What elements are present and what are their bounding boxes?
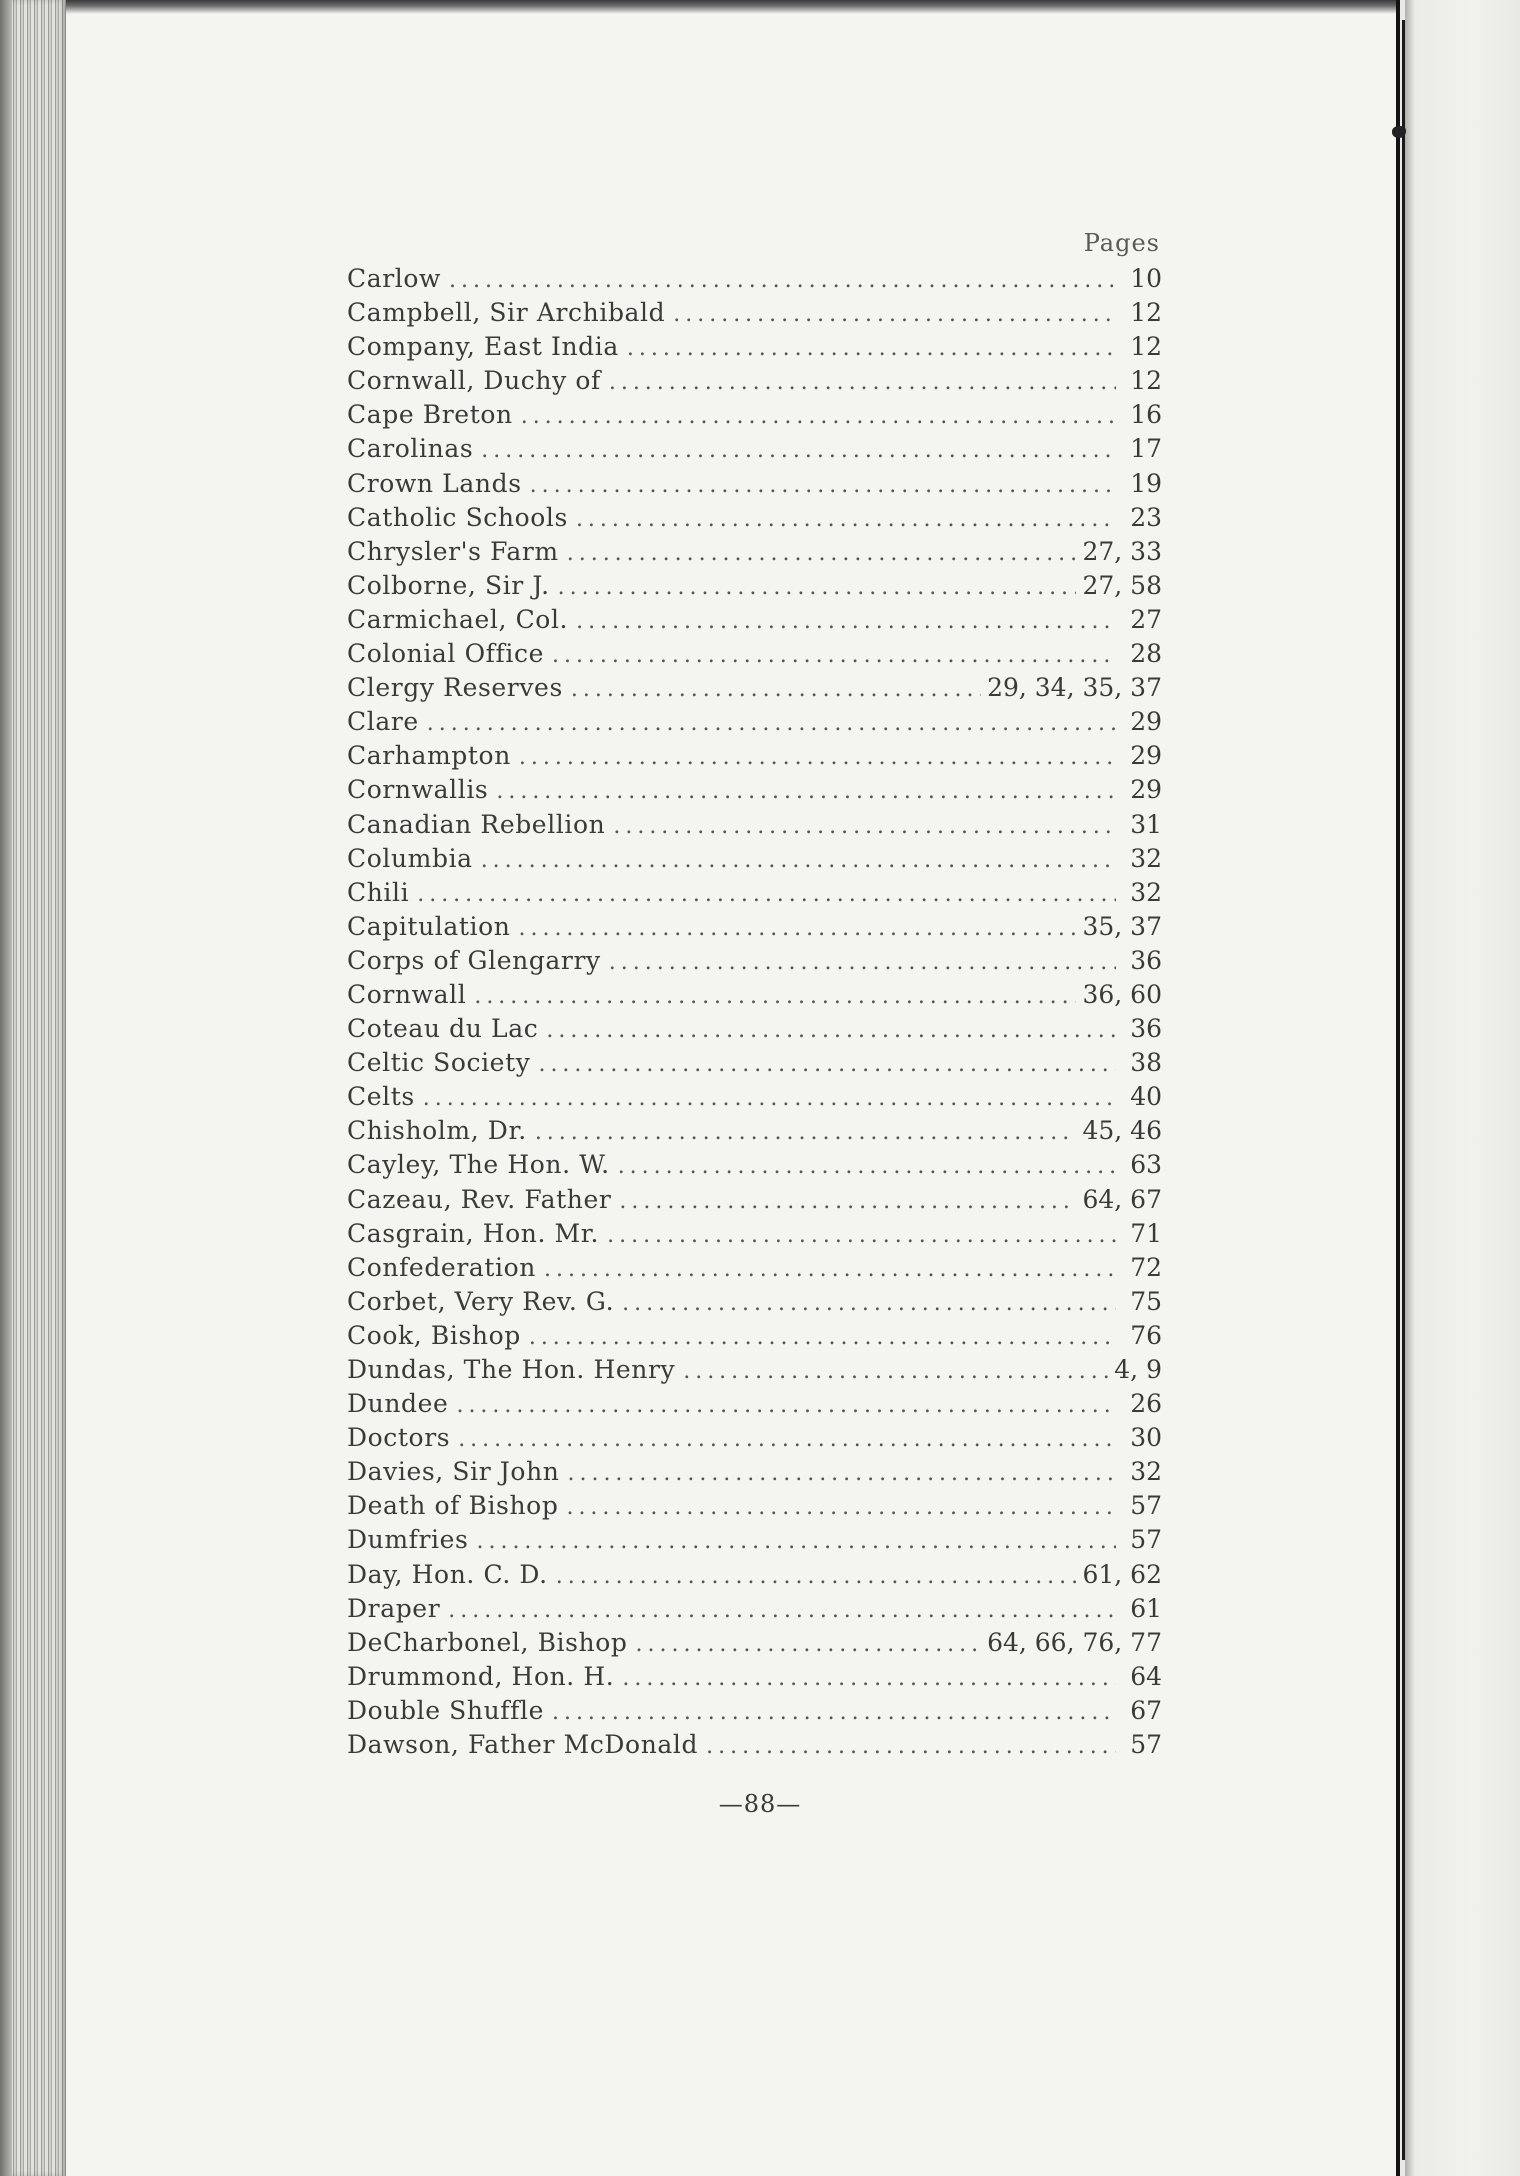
index-term: Double Shuffle: [347, 1695, 544, 1725]
index-entry: [347, 671, 1162, 705]
dot-leader: [544, 1253, 1116, 1285]
index-term: Carmichael, Col.: [347, 604, 569, 634]
dot-leader: [622, 1287, 1116, 1319]
dot-leader: [636, 1628, 982, 1660]
index-term: Carolinas: [347, 434, 474, 464]
index-term: Clergy Reserves: [347, 673, 563, 703]
page-references: 32: [1130, 843, 1162, 873]
index-term: Death of Bishop: [347, 1491, 559, 1521]
page-references: 29: [1130, 707, 1162, 737]
page-references: 26: [1130, 1389, 1162, 1419]
page-references: 36: [1130, 1014, 1162, 1044]
dot-leader: [618, 1150, 1116, 1182]
index-entry: [347, 842, 1162, 876]
page-references: 10: [1130, 264, 1162, 293]
index-term: Confederation: [347, 1252, 536, 1282]
dot-leader: [567, 1457, 1116, 1489]
index-term: Clare: [347, 707, 419, 737]
index-term: Draper: [347, 1593, 441, 1623]
index-term: Dawson, Father McDonald: [347, 1730, 699, 1760]
page-references: 64, 66, 76, 77: [987, 1627, 1162, 1657]
index-term: Dumfries: [347, 1525, 469, 1555]
page-references: 64: [1130, 1661, 1162, 1691]
page-references: 61: [1130, 1593, 1162, 1623]
index-entry: [347, 1660, 1162, 1694]
index-term: Cape Breton: [347, 400, 513, 430]
page-references: 30: [1130, 1423, 1162, 1453]
page-references: 67: [1130, 1695, 1162, 1725]
index-entry: [347, 1523, 1162, 1557]
index-entry: [347, 808, 1162, 842]
index-entry: [347, 1114, 1162, 1148]
index-term: Canadian Rebellion: [347, 809, 606, 839]
dot-leader: [449, 264, 1116, 296]
dot-leader: [476, 1525, 1116, 1557]
index-entry: [347, 432, 1162, 466]
page-references: 27, 33: [1082, 536, 1162, 566]
index-entry: [347, 1421, 1162, 1455]
index-list: [347, 224, 1162, 1762]
page-references: 57: [1130, 1730, 1162, 1760]
page-references: 32: [1130, 877, 1162, 907]
index-entry: [347, 330, 1162, 364]
index-entry: [347, 1626, 1162, 1660]
index-term: Crown Lands: [347, 468, 522, 498]
index-entry: [347, 1251, 1162, 1285]
index-term: Company, East India: [347, 332, 619, 362]
dot-leader: [538, 1048, 1116, 1080]
index-term: DeCharbonel, Bishop: [347, 1627, 628, 1657]
dot-leader: [622, 1662, 1116, 1694]
page-references: 12: [1130, 298, 1162, 328]
page-references: 36: [1130, 945, 1162, 975]
dot-leader: [530, 469, 1116, 501]
index-term: Colborne, Sir J.: [347, 570, 550, 600]
dot-leader: [546, 1014, 1116, 1046]
page-references: 29: [1130, 741, 1162, 771]
dot-leader: [535, 1116, 1077, 1148]
index-entry: [347, 364, 1162, 398]
dot-leader: [576, 503, 1116, 535]
page-references: 75: [1130, 1286, 1162, 1316]
page-references: 27, 58: [1082, 570, 1162, 600]
index-term: Cornwallis: [347, 775, 489, 805]
index-entry: [347, 637, 1162, 671]
page-references: 72: [1130, 1252, 1162, 1282]
dot-leader: [576, 605, 1116, 637]
page-references: 28: [1130, 639, 1162, 669]
page-references: 63: [1130, 1150, 1162, 1180]
index-entry: [347, 1489, 1162, 1523]
index-entry: [347, 910, 1162, 944]
dot-leader: [458, 1423, 1116, 1455]
index-entry: [347, 705, 1162, 739]
page-references: 12: [1130, 332, 1162, 362]
dot-leader: [609, 946, 1116, 978]
index-entry: [347, 296, 1162, 330]
index-term: Davies, Sir John: [347, 1457, 560, 1487]
page-references: 76: [1130, 1320, 1162, 1350]
index-entry: [347, 1012, 1162, 1046]
index-term: Chisholm, Dr.: [347, 1116, 527, 1146]
index-entry: [347, 398, 1162, 432]
dot-leader: [423, 1082, 1116, 1114]
index-entry: [347, 1455, 1162, 1489]
dot-leader: [558, 571, 1077, 603]
index-term: Celts: [347, 1082, 415, 1112]
dot-leader: [529, 1321, 1116, 1353]
spine-shadow: [1405, 0, 1415, 2176]
page-references: 57: [1130, 1491, 1162, 1521]
index-entry: [347, 1285, 1162, 1319]
index-term: Day, Hon. C. D.: [347, 1559, 548, 1589]
page-references: 29: [1130, 775, 1162, 805]
page-references: 29, 34, 35, 37: [987, 673, 1162, 703]
dot-leader: [673, 298, 1116, 330]
index-entry: [347, 1387, 1162, 1421]
dot-leader: [427, 707, 1116, 739]
index-term: Columbia: [347, 843, 473, 873]
index-entry: [347, 1046, 1162, 1080]
dot-leader: [481, 844, 1116, 876]
dot-leader: [556, 1560, 1077, 1592]
index-term: Dundee: [347, 1389, 449, 1419]
index-term: Doctors: [347, 1423, 451, 1453]
index-entry: [347, 876, 1162, 910]
dot-leader: [518, 912, 1076, 944]
dot-leader: [706, 1730, 1116, 1762]
index-term: Carlow: [347, 264, 442, 293]
index-term: Drummond, Hon. H.: [347, 1661, 615, 1691]
index-entry: [347, 1694, 1162, 1728]
index-entry: [347, 262, 1162, 296]
page-references: 23: [1130, 502, 1162, 532]
index-entry: [347, 1183, 1162, 1217]
page-references: 36, 60: [1082, 979, 1162, 1009]
index-term: Capitulation: [347, 911, 511, 941]
index-entry: [347, 1217, 1162, 1251]
dot-leader: [607, 1219, 1116, 1251]
index-entry: [347, 1353, 1162, 1387]
dot-leader: [448, 1594, 1116, 1626]
index-term: Catholic Schools: [347, 502, 568, 532]
dot-leader: [571, 673, 981, 705]
index-entry: [347, 1728, 1162, 1762]
dot-leader: [609, 366, 1116, 398]
index-entries: [347, 262, 1162, 1762]
index-entry: [347, 1148, 1162, 1182]
index-term: Chrysler's Farm: [347, 536, 559, 566]
index-entry: [347, 773, 1162, 807]
page-number: —88—: [718, 1790, 802, 1818]
page-references: 17: [1130, 434, 1162, 464]
index-term: Campbell, Sir Archibald: [347, 298, 666, 328]
index-term: Cornwall, Duchy of: [347, 366, 601, 396]
dot-leader: [683, 1355, 1108, 1387]
page-references: 40: [1130, 1082, 1162, 1112]
page-references: 45, 46: [1082, 1116, 1162, 1146]
index-entry: [347, 603, 1162, 637]
index-term: Corps of Glengarry: [347, 945, 601, 975]
dot-leader: [456, 1389, 1116, 1421]
dot-leader: [552, 639, 1116, 671]
page-references: 38: [1130, 1048, 1162, 1078]
dot-leader: [496, 775, 1116, 807]
index-term: Cayley, The Hon. W.: [347, 1150, 610, 1180]
index-entry: [347, 467, 1162, 501]
index-entry: [347, 535, 1162, 569]
page-references: 35, 37: [1082, 911, 1162, 941]
binding-shadow: [0, 0, 12, 2176]
index-entry: [347, 739, 1162, 773]
page-references: 64, 67: [1082, 1184, 1162, 1214]
page-references: 31: [1130, 809, 1162, 839]
index-entry: [347, 944, 1162, 978]
index-term: Casgrain, Hon. Mr.: [347, 1218, 600, 1248]
index-term: Celtic Society: [347, 1048, 531, 1078]
index-entry: [347, 1592, 1162, 1626]
page-references: 4, 9: [1114, 1355, 1162, 1384]
page-references: 71: [1130, 1218, 1162, 1248]
page-references: 61, 62: [1082, 1559, 1162, 1589]
dot-leader: [566, 1491, 1116, 1523]
index-entry: [347, 1558, 1162, 1592]
index-term: Dundas, The Hon. Henry: [347, 1355, 676, 1384]
page-references: 32: [1130, 1457, 1162, 1487]
dot-leader: [474, 980, 1076, 1012]
index-term: Chili: [347, 877, 410, 907]
page-references: 12: [1130, 366, 1162, 396]
index-entry: [347, 1080, 1162, 1114]
dot-leader: [613, 810, 1116, 842]
page-references: 57: [1130, 1525, 1162, 1555]
index-term: Carhampton: [347, 741, 511, 771]
dot-leader: [521, 400, 1116, 432]
index-term: Cornwall: [347, 979, 467, 1009]
page-references: 19: [1130, 468, 1162, 498]
index-entry: [347, 1319, 1162, 1353]
index-term: Cook, Bishop: [347, 1320, 521, 1350]
pages-heading: Pages: [1083, 229, 1160, 257]
dot-leader: [552, 1696, 1116, 1728]
page-references: 16: [1130, 400, 1162, 430]
dot-leader: [567, 537, 1077, 569]
index-term: Cazeau, Rev. Father: [347, 1184, 612, 1214]
index-entry: [347, 501, 1162, 535]
index-term: Colonial Office: [347, 639, 544, 669]
top-shadow: [0, 0, 1520, 14]
dot-leader: [627, 332, 1116, 364]
index-entry: [347, 978, 1162, 1012]
index-entry: [347, 569, 1162, 603]
page-references: 27: [1130, 604, 1162, 634]
index-term: Coteau du Lac: [347, 1014, 539, 1044]
dot-leader: [619, 1185, 1076, 1217]
dot-leader: [481, 434, 1116, 466]
index-term: Corbet, Very Rev. G.: [347, 1286, 615, 1316]
dot-leader: [519, 741, 1116, 773]
dot-leader: [417, 878, 1116, 910]
